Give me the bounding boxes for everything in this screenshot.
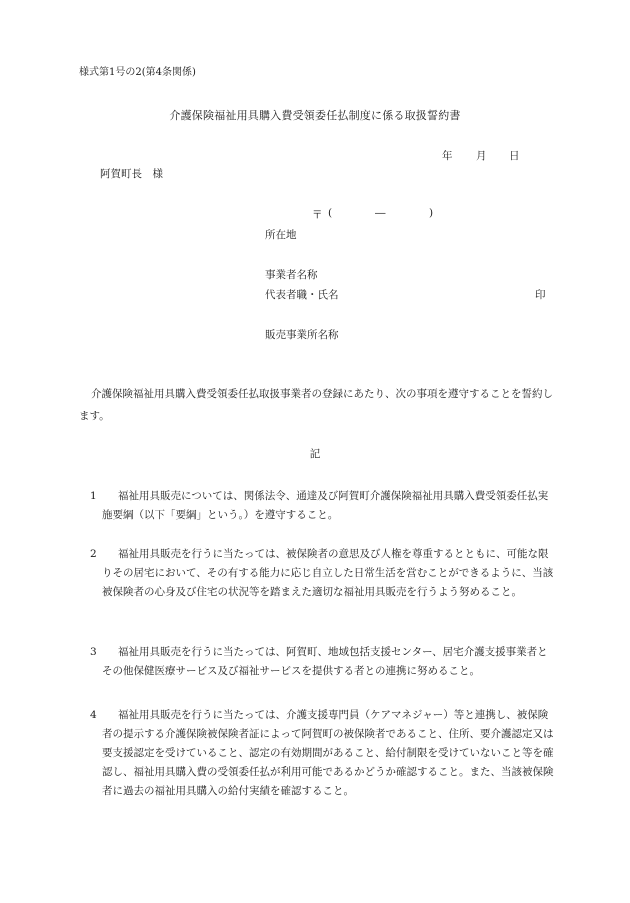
item-number: 4 [90, 709, 97, 721]
pledge-item [90, 487, 555, 525]
item-text: 福祉用具販売を行うに当たっては、介護支援専門員（ケアマネジャー）等と連携し、被保険者の提示する介護保険被保険者証によって阿賀町の被保険者であること、住所、要介護認定又は要支援認定を受けていること、認定の有効期間があること、給付制限を受けていないこと等を確認し、福祉用具購入費の受領委任払が利用可能であるかどうか確認すること。また、当該被保険者に過去の福祉用具購入の給付実績を確認すること。 [102, 709, 554, 797]
business-name-label: 事業者名称 [265, 269, 318, 281]
item-text: 福祉用具販売を行うに当たっては、被保険者の意思及び人権を尊重するとともに、可能な限りその居宅において、その有する能力に応じ自立した日常生活を営むことができるように、当該被保険者の心身及び住宅の状況等を踏まえた適切な福祉用具販売を行うよう努めること。 [102, 548, 554, 598]
addressee: 阿賀町長 様 [100, 168, 163, 180]
document-title: 介護保険福祉用具購入費受領委任払制度に係る取扱誓約書 [169, 109, 461, 122]
item-text: 福祉用具販売については、関係法令、通達及び阿賀町介護保険福祉用具購入費受領委任払実施要綱（以下「要綱」という。）を遵守すること。 [102, 490, 549, 521]
address-label: 所在地 [265, 229, 297, 241]
pledge-item [90, 545, 555, 602]
postal-mark: 〒 [312, 209, 323, 221]
item-text: 福祉用具販売を行うに当たっては、阿賀町、地域包括支援センター、居宅介護支援事業者とその他保健医療サービス及び福祉サービスを提供する者との連携に努めること。 [102, 646, 548, 677]
pledge-item [90, 706, 555, 801]
form-number: 様式第1号の2(第4条関係) [79, 67, 196, 78]
date-day-label: 日 [509, 150, 520, 162]
pledge-item [90, 643, 555, 681]
date-month-label: 月 [476, 150, 487, 162]
seal-mark: 印 [535, 289, 546, 301]
postal-open-paren: ( [328, 207, 333, 219]
postal-close-paren: ) [429, 207, 434, 219]
representative-label: 代表者職・氏名 [265, 289, 339, 301]
item-number: 1 [90, 490, 97, 502]
date-year-label: 年 [442, 150, 453, 162]
pledge-intro: 介護保険福祉用具購入費受領委任払取扱事業者の登録にあたり、次の事項を遵守することを誓約します。 [79, 388, 553, 422]
ki-heading: 記 [309, 448, 321, 460]
sales-office-label: 販売事業所名称 [265, 329, 339, 341]
postal-dash: ― [375, 207, 386, 219]
item-number: 3 [90, 646, 97, 658]
item-number: 2 [90, 548, 97, 560]
